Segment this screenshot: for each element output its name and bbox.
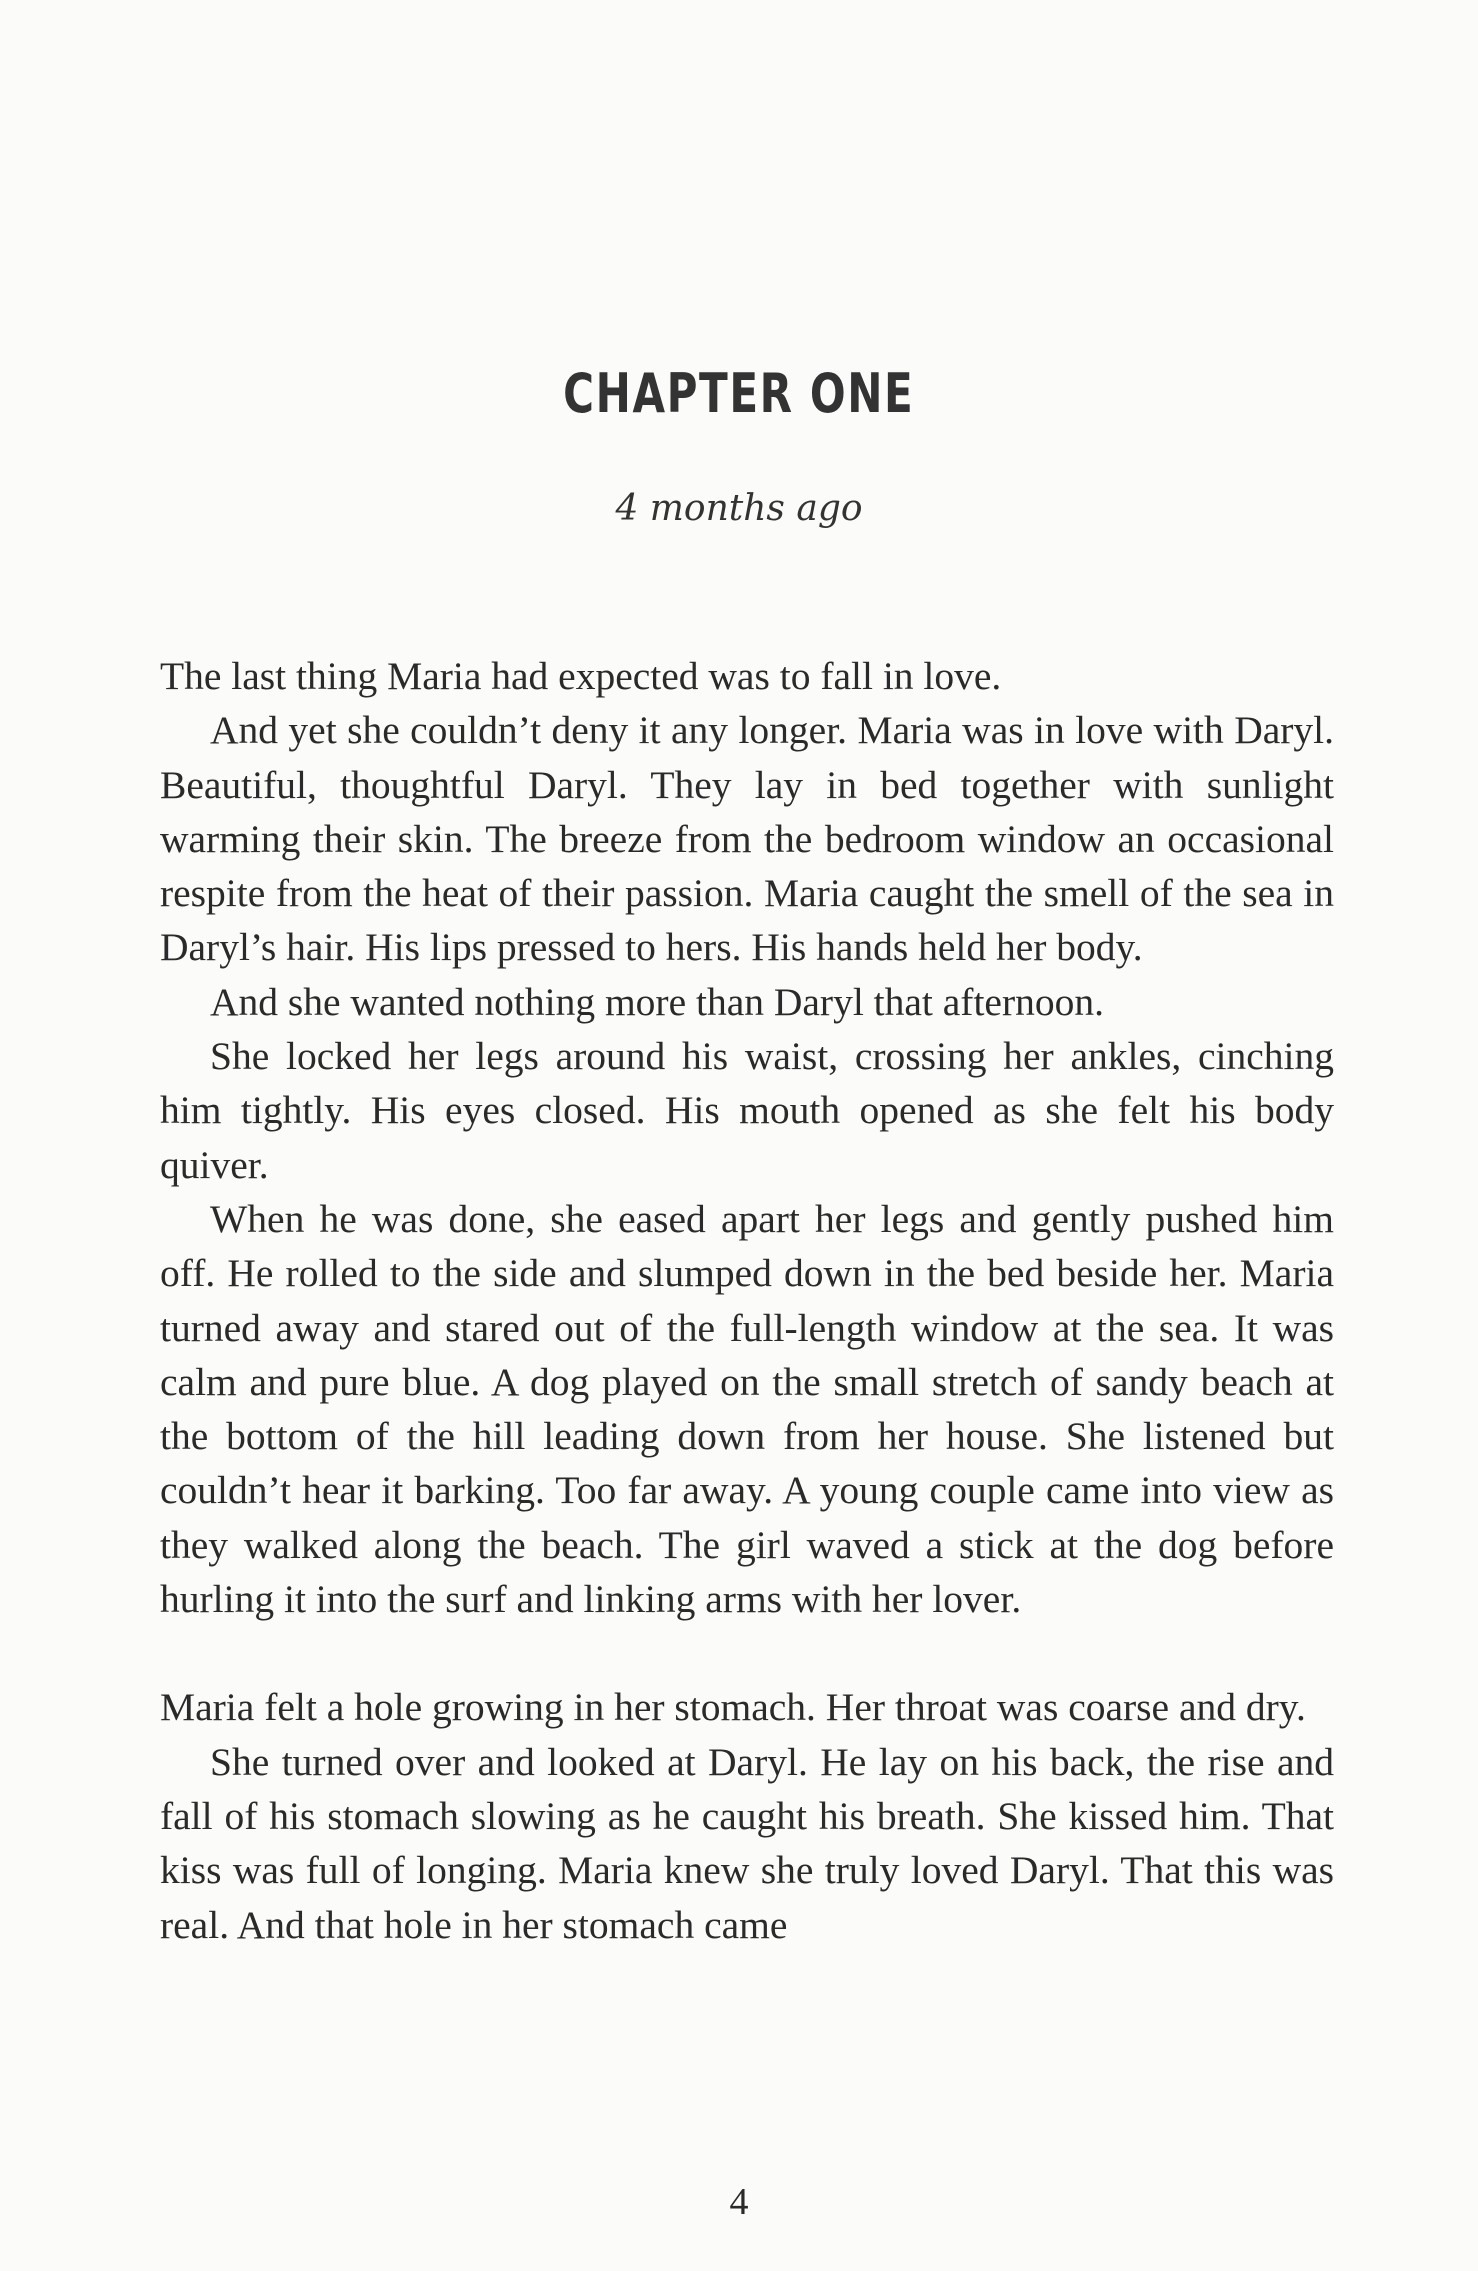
paragraph: She turned over and looked at Daryl. He lay on his back, the rise and fall of his stomach slowing as he caught his breath. She kissed him. That kiss was full of longing. Maria knew she truly loved Daryl. That this was real. And that hole in her stomach came [160,1739,1334,1947]
paragraph: The last thing Maria had expected was to fall in love. [160,654,1002,698]
paragraph: When he was done, she eased apart her legs and gently pushed him off. He rolled to the side and slumped down in the bed beside her. Maria turned away and stared out of the full-length window at the sea. It was calm and pure blue. A dog played on the small stretch of sandy beach at the bottom of the hill leading down from her house. She listened but couldn’t hear it barking. Too far away. A young couple came into view as they walked along the beach. The girl waved a stick at the dog before hurling it into the surf and linking arms with her lover. [160,1196,1334,1622]
paragraph: Maria felt a hole growing in her stomach. Her throat was coarse and dry. [160,1685,1306,1730]
chapter-body [160,649,1334,1952]
paragraph: And she wanted nothing more than Daryl that afternoon. [210,979,1104,1024]
paragraph: And yet she couldn’t deny it any longer. Maria was in love with Daryl. Beautiful, thoughtful Daryl. They lay in bed together with sunlight warming their skin. The breeze from the bedroom window an occasional respite from the heat of their passion. Maria caught the smell of the sea in Daryl’s hair. His lips pressed to hers. His hands held her body. [160,708,1334,970]
chapter-subtitle: 4 months ago [615,488,863,529]
paragraph: She locked her legs around his waist, crossing her ankles, cinching him tightly. His eyes closed. His mouth opened as she felt his body quiver. [160,1034,1334,1187]
page-number: 4 [729,2181,749,2223]
chapter-title: CHAPTER ONE [563,362,915,425]
